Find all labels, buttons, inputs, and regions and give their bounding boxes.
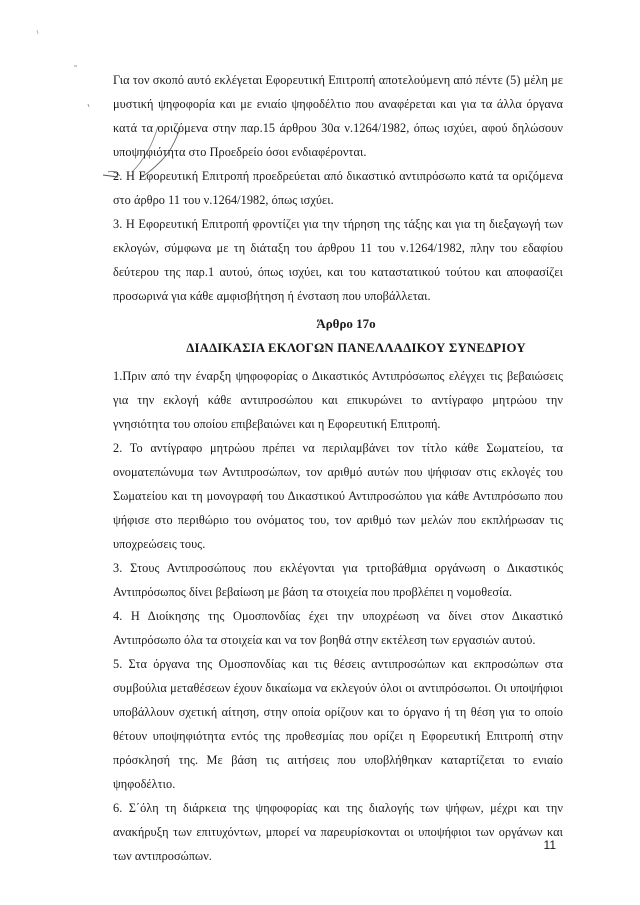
paragraph-2: 2. Η Εφορευτική Επιτροπή προεδρεύεται από δικαστικό αντιπρόσωπο κατά τα οριζόμενα στο άρθρο 11 του ν.1264/1982, όπως ισχύει. xyxy=(113,169,563,207)
article-number: Άρθρο 17ο xyxy=(316,316,376,331)
paragraph-intro: Για τον σκοπό αυτό εκλέγεται Εφορευτική Επιτροπή αποτελούμενη από πέντε (5) μέλη με μυστική ψηφοφορία και με ενιαίο ψηφοδέλτιο που αναφέρεται και για τα άλλα όργανα κατά τα οριζόμενα στην παρ.15 άρθρου 30α ν.1264/1982, όπως ισχύει, αφού δηλώσουν υποψηφιότητα στο Προεδρείο όσοι ενδιαφέρονται. xyxy=(113,73,563,159)
paragraph-6: 6. Σ΄όλη τη διάρκεια της ψηφοφορίας και της διαλογής των ψήφων, μέχρι και την ανακήρυξη των επιτυχόντων, μπορεί να παρευρίσκονται οι υποψήφιοι των οργάνων και των αντιπροσώπων. xyxy=(113,801,563,863)
paragraph-5: 5. Στα όργανα της Ομοσπονδίας και τις θέσεις αντιπροσώπων και εκπροσώπων στα συμβούλια μεταθέσεων έχουν δικαίωμα να εκλεγούν όλοι οι αντιπρόσωποι. Οι υποψήφιοι υποβάλλουν σχετική αίτηση, στην οποία ορίζουν και το όργανο ή τη θέση για το οποίο θέτουν υποψηφιότητα εντός της προθεσμίας που ορίζει η Εφορευτική Επιτροπή στην πρόσκλησή της. Με βάση τις αιτήσεις που υποβλήθηκαν καταρτίζεται το ενιαίο ψηφοδέλτιο. xyxy=(113,657,563,791)
page-number: 11 xyxy=(543,838,556,852)
paragraph-3: 3. Στους Αντιπροσώπους που εκλέγονται για τριτοβάθμια οργάνωση ο Δικαστικός Αντιπρόσωπος δίνει βεβαίωση με βάση τα στοιχεία που προβλέπει η νομοθεσία. xyxy=(113,561,563,599)
paragraph-4: 4. Η Διοίκησης της Ομοσπονδίας έχει την υποχρέωση να δίνει στον Δικαστικό Αντιπρόσωπο όλα τα στοιχεία και να τον βοηθά στην εκτέλεση των εργασιών αυτού. xyxy=(113,609,563,647)
section-election-committee xyxy=(113,68,563,308)
paragraph-3: 3. Η Εφορευτική Επιτροπή φροντίζει για την τήρηση της τάξης και για τη διεξαγωγή των εκλογών, σύμφωνα με τη διάταξη του άρθρου 11 του ν.1264/1982, πλην του εδαφίου δεύτερου της παρ.1 αυτού, όπως ισχύει, και του καταστατικού τούτου και αποφασίζει προσωρινά για κάθε αμφισβήτηση ή ένσταση που υποβάλλεται. xyxy=(113,217,563,303)
article-title: ΔΙΑΔΙΚΑΣΙΑ ΕΚΛΟΓΩΝ ΠΑΝΕΛΛΑΔΙΚΟΥ ΣΥΝΕΔΡΙΟΥ xyxy=(186,341,526,355)
section-article-17 xyxy=(113,364,563,868)
paragraph-1: 1.Πριν από την έναρξη ψηφοφορίας ο Δικαστικός Αντιπρόσωπος ελέγχει τις βεβαιώσεις για την εκλογή κάθε αντιπροσώπου και επικυρώνει το αντίγραφο μητρώου την γνησιότητα του οποίου επιβεβαιώνει και η Εφορευτική Επιτροπή. xyxy=(113,369,563,431)
paragraph-2: 2. Το αντίγραφο μητρώου πρέπει να περιλαμβάνει τον τίτλο κάθε Σωματείου, τα ονοματεπώνυμα των Αντιπροσώπων, τον αριθμό αυτών που ψήφισαν στις εκλογές του Σωματείου και τη μονογραφή του Δικαστικού Αντιπροσώπου για κάθε Αντιπρόσωπο που ψήφισε στο περιθώριο του ονόματος του, τον αριθμό των μελών που εκπλήρωσαν τις υποχρεώσεις τους. xyxy=(113,441,563,551)
